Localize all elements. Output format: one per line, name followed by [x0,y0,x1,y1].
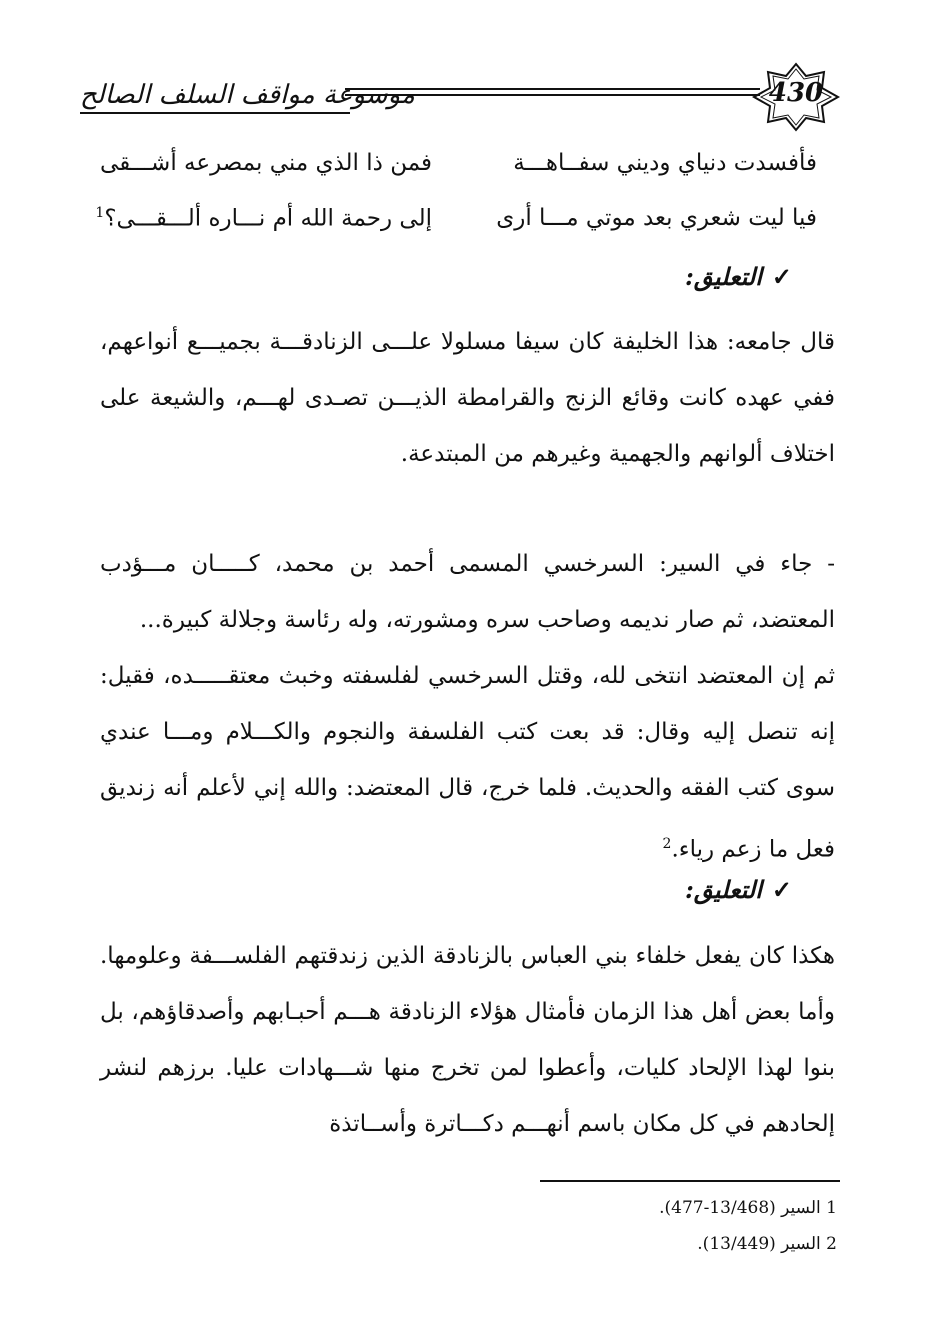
verse-2-first: فيا ليت شعري بعد موتي مـــا أرى [496,205,817,231]
header-rule [345,88,760,100]
page-number-badge [750,62,842,132]
footnote-ref-2: 2 [662,836,672,852]
footnote-1-number: 1 [826,1198,837,1218]
check-mark-icon: ✓ [771,875,792,904]
comment-heading-2 [685,875,792,904]
footnote-1 [659,1198,837,1218]
verse-2-second-text: إلى رحمة الله أم نـــاره ألـــقـــى؟ [104,205,432,232]
verse-2-second [95,205,432,232]
footnote-divider [540,1180,840,1182]
paragraph-4: هكذا كان يفعل خلفاء بني العباس بالزنادقة الذين زندقتهم الفلســـفة وعلومها. وأما بعض أهل هذا الزمان فأمثال هؤلاء الزنادقة هـــم أحبـابهم وأصدقاؤهم، بل بنوا لهذا الإلحاد كليات، وأعطوا لمن تخرج منها شـــهادات عليا. برزهم لنشر إلحادهم في كل مكان باسم أنهـــم دكـــاترة وأســاتذة [100,943,835,1137]
comment-label: التعليق: [685,875,762,904]
page-number: 430 [768,78,824,108]
book-title: موسوعة مواقف السلف الصالح [80,80,350,114]
verse-1-first: فأفسدت دنياي وديني سفــاهـــة [513,150,817,176]
verse-1-second: فمن ذا الذي مني بمصرعه أشـــقى [100,150,432,176]
footnote-2 [697,1234,837,1254]
paragraph-3-text: ثم إن المعتضد انتخى لله، وقتل السرخسي لفلسفته وخبث معتقـــــده، فقيل: إنه تنصل إليه وقال: قد بعت كتب الفلسفة والنجوم والكـــلام ومـــا عندي سوى كتب الفقه والحديث. فلما خرج، قال المعتضد: والله إني لأعلم أنه زنديق فعل ما زعم رياء. [100,663,835,863]
footnote-2-number: 2 [826,1234,837,1254]
page-header [80,62,850,132]
footnote-2-text: السير (13/449). [697,1234,821,1254]
paragraph-3 [100,648,835,878]
comment-heading-1 [685,262,792,291]
paragraph-2: - جاء في السير: السرخسي المسمى أحمد بن محمد، كـــــان مـــؤدب المعتضد، ثم صار نديمه وصاحب سره ومشورته، وله رئاسة وجلالة كبيرة... [100,551,835,633]
footnote-1-text: السير (13/468-477). [659,1198,821,1218]
comment-label: التعليق: [685,262,762,291]
paragraph-1: قال جامعه: هذا الخليفة كان سيفا مسلولا علـــى الزنادقـــة بجميـــع أنواعهم، ففي عهده كانت وقائع الزنج والقرامطة الذيـــن تصـدى لهـــم، والشيعة على اختلاف ألوانهم والجهمية وغيرهم من المبتدعة. [100,329,835,467]
footnote-ref-1: 1 [95,205,105,221]
check-mark-icon: ✓ [771,262,792,291]
